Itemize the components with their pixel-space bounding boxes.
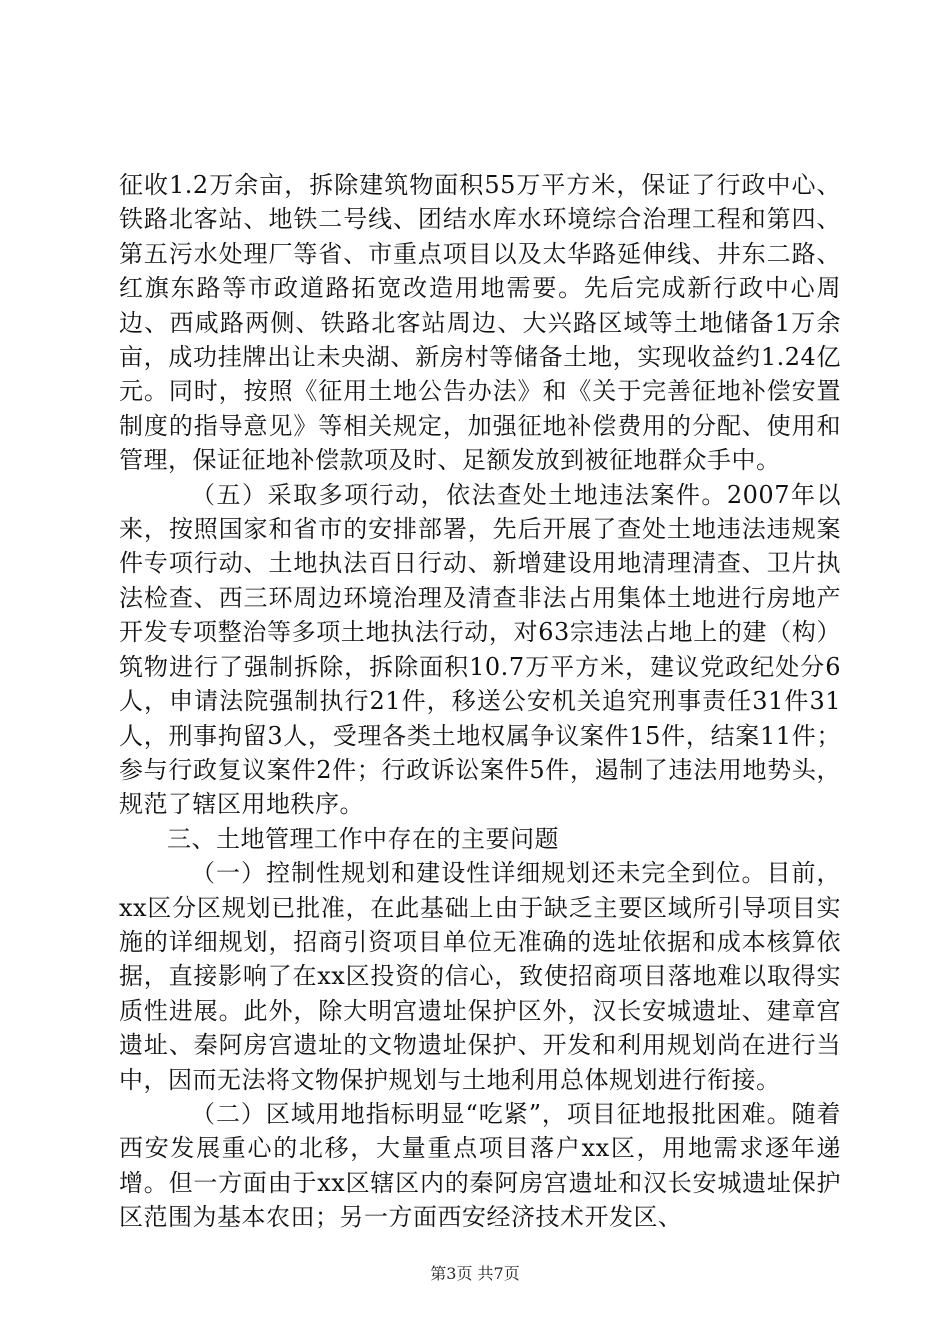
- section-heading-problems: 三、土地管理工作中存在的主要问题: [167, 824, 559, 853]
- paragraph-problem-two: （二）区域用地指标明显“吃紧”，项目征地报批困难。随着西安发展重心的北移，大量重点项目落户xx区，用地需求逐年递增。但一方面由于xx区辖区内的秦阿房宫遗址和汉长安城遗址保护区范围为基本农田；另一方面西安经济技术开发区、: [119, 1099, 841, 1232]
- page-number-footer: 第3页 共7页: [430, 1264, 520, 1283]
- paragraph-land-acquisition: 征收1.2万余亩，拆除建筑物面积55万平方米，保证了行政中心、铁路北客站、地铁二号线、团结水库水环境综合治理工程和第四、第五污水处理厂等省、市重点项目以及太华路延伸线、井东二路、红旗东路等市政道路拓宽改造用地需要。先后完成新行政中心周边、西咸路两侧、铁路北客站周边、大兴路区域等土地储备1万余亩，成功挂牌出让未央湖、新房村等储备土地，实现收益约1.24亿元。同时，按照《征用土地公告办法》和《关于完善征地补偿安置制度的指导意见》等相关规定，加强征地补偿费用的分配、使用和管理，保证征地补偿款项及时、足额发放到被征地群众手中。: [119, 171, 841, 475]
- paragraph-problem-one: （一）控制性规划和建设性详细规划还未完全到位。目前，xx区分区规划已批准，在此基础上由于缺乏主要区域所引导项目实施的详细规划，招商引资项目单位无准确的选址依据和成本核算依据，直接影响了在xx区投资的信心，致使招商项目落地难以取得实质性进展。此外，除大明宫遗址保护区外，汉长安城遗址、建章宫遗址、秦阿房宫遗址的文物遗址保护、开发和利用规划尚在进行当中，因而无法将文物保护规划与土地利用总体规划进行衔接。: [119, 859, 841, 1094]
- paragraph-section-five: （五）采取多项行动，依法查处土地违法案件。2007年以来，按照国家和省市的安排部署，先后开展了查处土地违法违规案件专项行动、土地执法百日行动、新增建设用地清理清查、卫片执法检查、西三环周边环境治理及清查非法占用集体土地进行房地产开发专项整治等多项土地执法行动，对63宗违法占地上的建（构）筑物进行了强制拆除，拆除面积10.7万平方米，建议党政纪处分6人，申请法院强制执行21件，移送公安机关追究刑事责任31件31人，刑事拘留3人，受理各类土地权属争议案件15件，结案11件；参与行政复议案件2件；行政诉讼案件5件，遏制了违法用地势头，规范了辖区用地秩序。: [119, 480, 841, 819]
- document-body: [119, 168, 841, 1235]
